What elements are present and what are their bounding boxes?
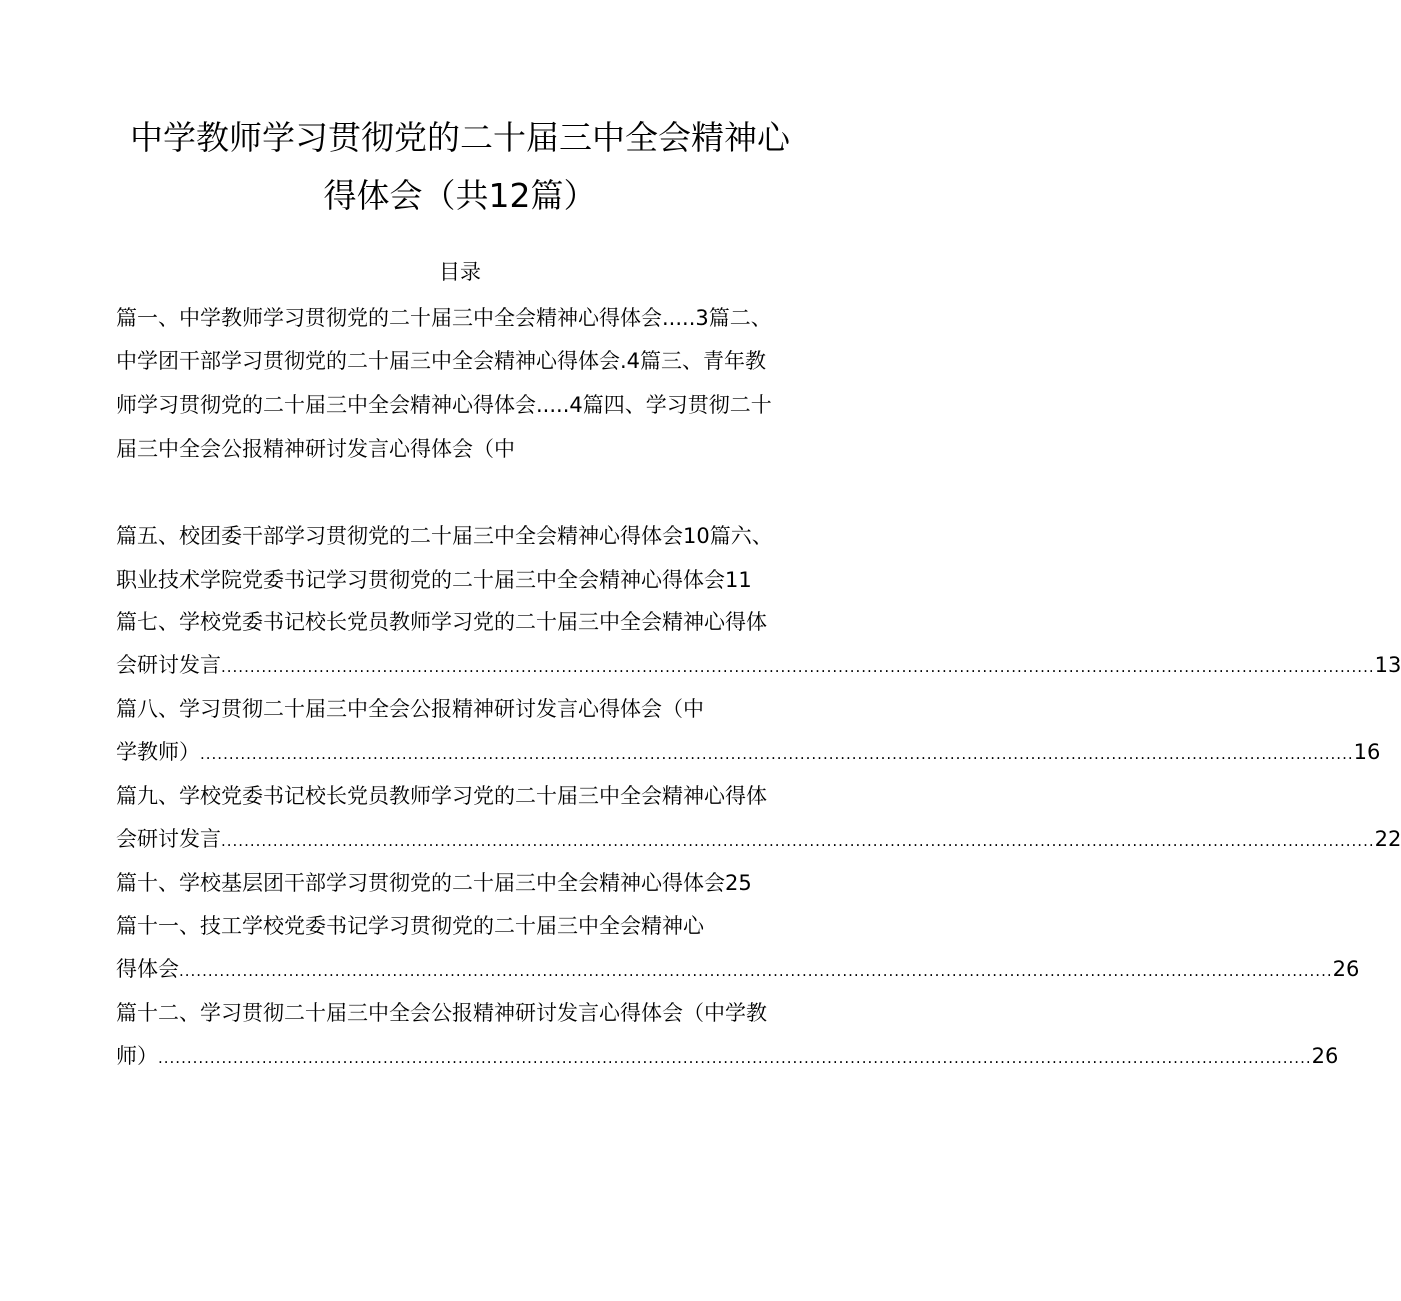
toc-line[interactable]: 篇五、校团委干部学习贯彻党的二十届三中全会精神心得体会10篇六、 (116, 524, 773, 548)
toc-entry-text: 学教师） (116, 740, 200, 764)
toc-page-number: 16 (1353, 740, 1381, 764)
toc-page-number: 13 (1374, 653, 1401, 677)
document-title-line-2: 得体会（共12篇） (323, 176, 597, 215)
toc-entry-8-continued[interactable] (116, 737, 1381, 767)
toc-line[interactable]: 篇一、中学教师学习贯彻党的二十届三中全会精神心得体会.....3篇二、 (116, 306, 772, 330)
toc-entry-text: 师） (116, 1044, 158, 1068)
dot-leader: ........................................................................................................................................................................................................ (221, 832, 1375, 850)
document-title-line-1: 中学教师学习贯彻党的二十届三中全会精神心 (130, 118, 790, 157)
toc-page-number: 22 (1374, 827, 1401, 851)
toc-line[interactable]: 届三中全会公报精神研讨发言心得体会（中 (116, 437, 515, 461)
toc-entry-12[interactable]: 篇十二、学习贯彻二十届三中全会公报精神研讨发言心得体会（中学教 (116, 1001, 767, 1025)
toc-page-number: 26 (1311, 1044, 1339, 1068)
toc-entry-9[interactable]: 篇九、学校党委书记校长党员教师学习党的二十届三中全会精神心得体 (116, 784, 767, 808)
toc-page-number: 26 (1332, 957, 1360, 981)
dot-leader: ........................................................................................................................................................................................................ (221, 658, 1375, 676)
toc-line[interactable]: 中学团干部学习贯彻党的二十届三中全会精神心得体会.4篇三、青年教 (116, 349, 767, 373)
toc-entry-11[interactable]: 篇十一、技工学校党委书记学习贯彻党的二十届三中全会精神心 (116, 914, 704, 938)
toc-entry-10[interactable]: 篇十、学校基层团干部学习贯彻党的二十届三中全会精神心得体会25 (116, 871, 752, 895)
toc-line[interactable]: 职业技术学院党委书记学习贯彻党的二十届三中全会精神心得体会11 (116, 568, 752, 592)
toc-entry-text: 得体会 (116, 957, 179, 981)
toc-entry-8[interactable]: 篇八、学习贯彻二十届三中全会公报精神研讨发言心得体会（中 (116, 697, 704, 721)
toc-heading: 目录 (439, 260, 481, 284)
toc-entry-7-continued[interactable] (116, 650, 1401, 680)
toc-entry-9-continued[interactable] (116, 824, 1401, 854)
dot-leader: ........................................................................................................................................................................................................ (200, 745, 1354, 763)
dot-leader: ........................................................................................................................................................................................................ (158, 1049, 1312, 1067)
toc-entry-11-continued[interactable] (116, 954, 1360, 984)
toc-line[interactable]: 篇七、学校党委书记校长党员教师学习党的二十届三中全会精神心得体 (116, 610, 767, 634)
toc-entry-text: 会研讨发言 (116, 827, 221, 851)
dot-leader: ........................................................................................................................................................................................................ (179, 962, 1333, 980)
toc-line[interactable]: 师学习贯彻党的二十届三中全会精神心得体会.....4篇四、学习贯彻二十 (116, 393, 772, 417)
toc-entry-12-continued[interactable] (116, 1041, 1339, 1071)
toc-entry-text: 会研讨发言 (116, 653, 221, 677)
